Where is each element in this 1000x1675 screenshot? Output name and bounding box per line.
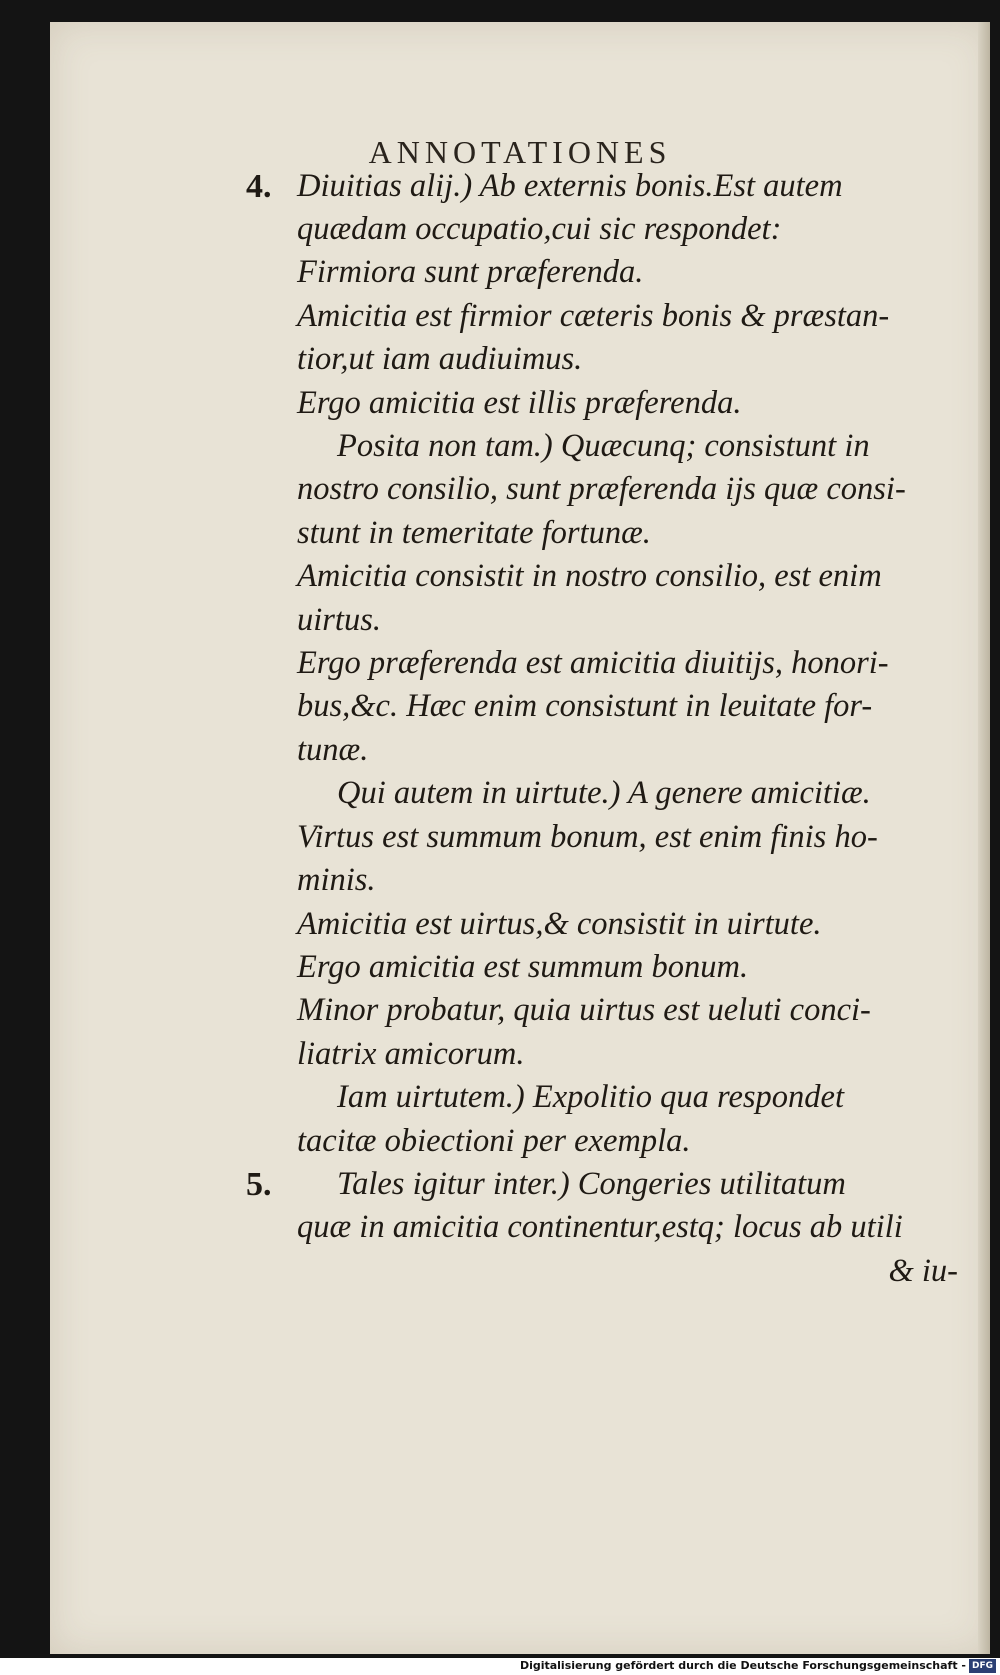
text-line: minis. <box>297 862 376 898</box>
footer-bar <box>0 1658 1000 1675</box>
text-line: Firmiora sunt præferenda. <box>297 254 644 290</box>
text-line: Ergo amicitia est illis præferenda. <box>297 385 742 421</box>
text-line: tior,ut iam audiuimus. <box>297 341 583 377</box>
text-line: nostro consilio, sunt præferenda ijs quæ consi- <box>297 471 906 507</box>
footer-credit: Digitalisierung gefördert durch die Deutsche Forschungsgemeinschaft - <box>519 1659 966 1672</box>
text-line: Iam uirtutem.) Expolitio qua respondet <box>337 1079 844 1115</box>
text-line: quæ in amicitia continentur,estq; locus ab utili <box>297 1209 903 1245</box>
text-line: Tales igitur inter.) Congeries utilitatum <box>337 1166 846 1202</box>
text-line: uirtus. <box>297 602 381 638</box>
paragraph-number: 4. <box>246 168 272 205</box>
text-line: tacitæ obiectioni per exempla. <box>297 1123 691 1159</box>
text-line: Qui autem in uirtute.) A genere amicitiæ. <box>337 775 871 811</box>
text-line: tunæ. <box>297 732 369 768</box>
text-line: Ergo amicitia est summum bonum. <box>297 949 749 985</box>
text-line: liatrix amicorum. <box>297 1036 525 1072</box>
text-line: & iu- <box>888 1253 958 1289</box>
text-line: Minor probatur, quia uirtus est ueluti conci- <box>297 992 871 1028</box>
dfg-logo: DFG <box>969 1659 996 1673</box>
paragraph-number: 5. <box>246 1166 272 1203</box>
running-header: ANNOTATIONES <box>368 134 672 170</box>
text-line: bus,&c. Hæc enim consistunt in leuitate for- <box>297 688 873 724</box>
text-line: Virtus est summum bonum, est enim finis ho- <box>297 819 878 855</box>
text-line: Ergo præferenda est amicitia diuitijs, honori- <box>297 645 889 681</box>
text-line: quædam occupatio,cui sic respondet: <box>297 211 782 247</box>
text-line: Amicitia est uirtus,& consistit in uirtute. <box>297 906 822 942</box>
page-edge <box>978 22 990 1654</box>
book-page <box>50 22 990 1654</box>
text-line: Amicitia est firmior cæteris bonis & præstan- <box>297 298 890 334</box>
text-line: Posita non tam.) Quæcunq; consistunt in <box>337 428 870 464</box>
text-line: Diuitias alij.) Ab externis bonis.Est autem <box>297 168 843 204</box>
text-line: stunt in temeritate fortunæ. <box>297 515 651 551</box>
text-line: Amicitia consistit in nostro consilio, est enim <box>297 558 882 594</box>
